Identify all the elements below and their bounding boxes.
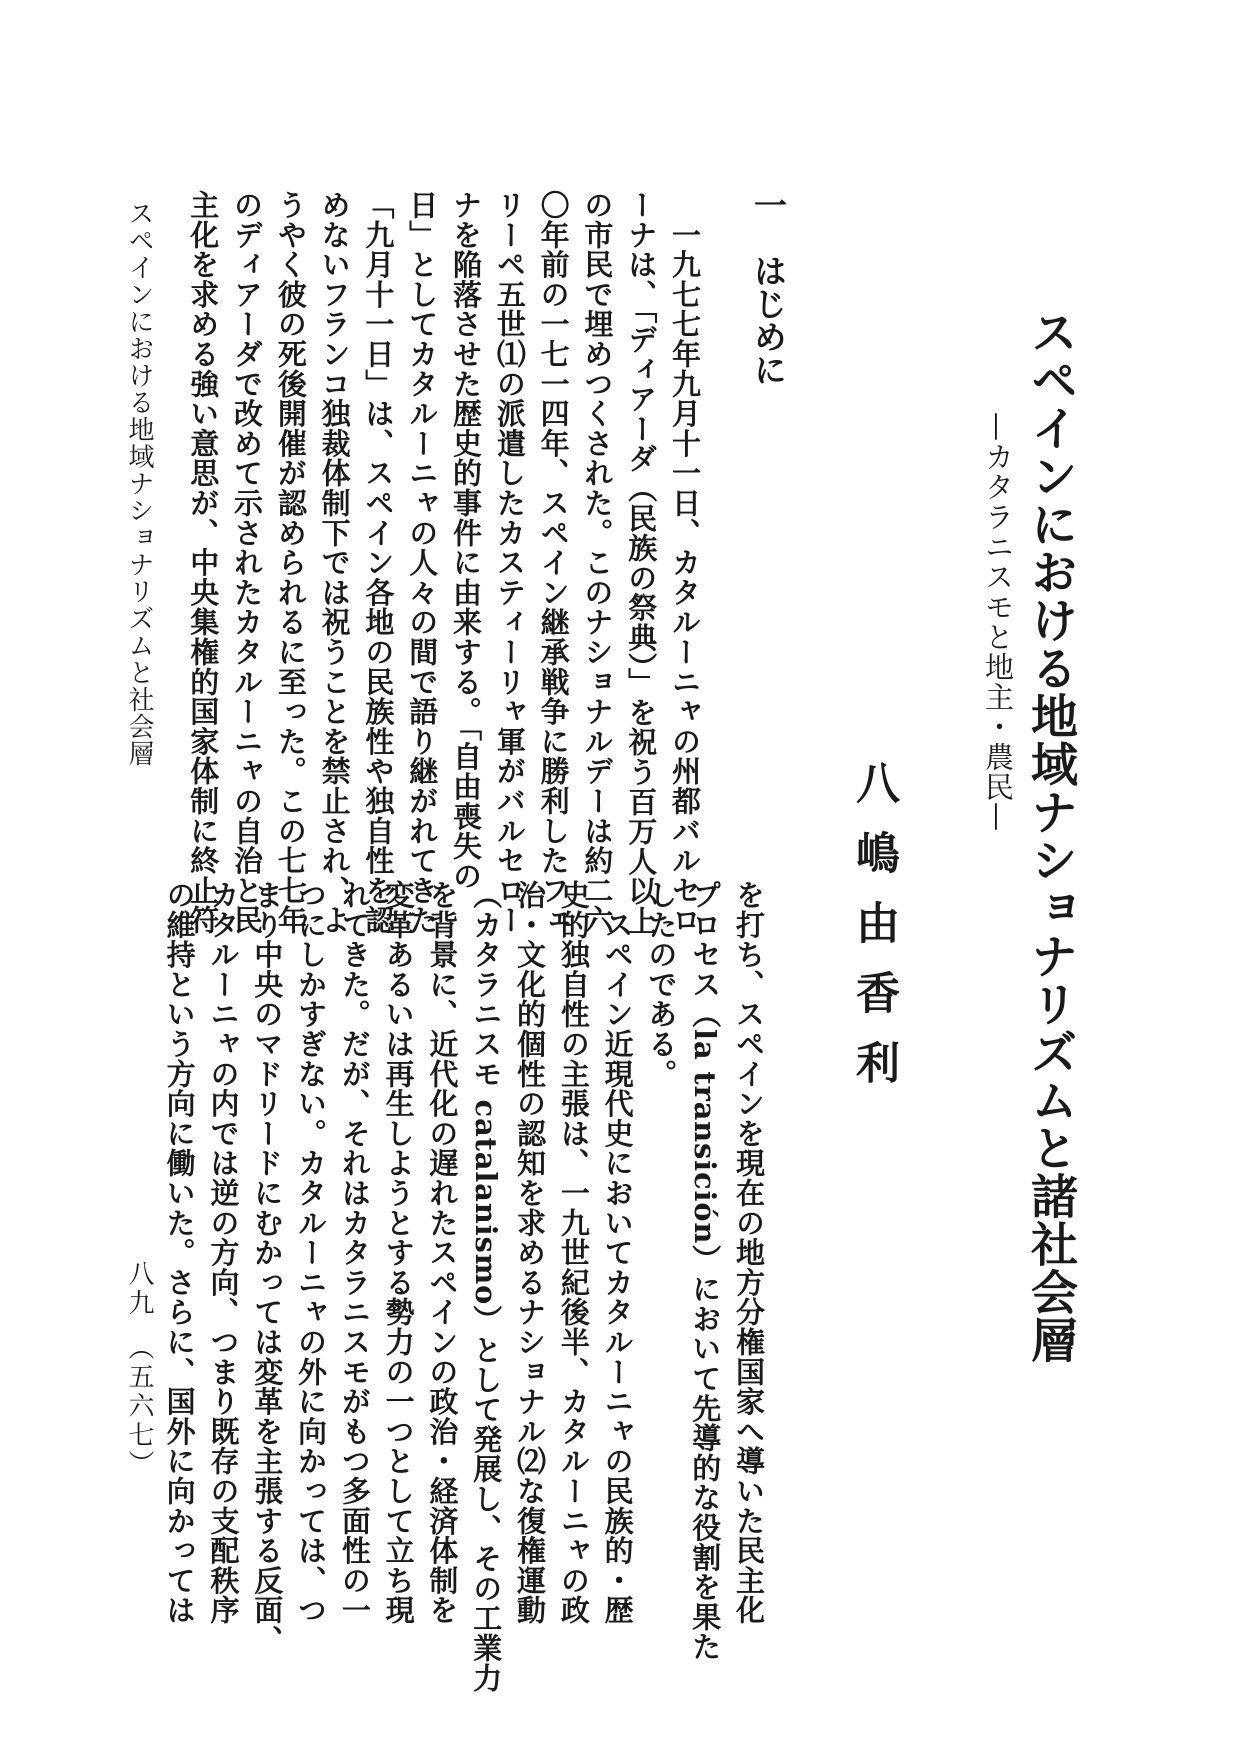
- body-line: 一九七七年九月十一日、カタルーニャの州都バルセロ: [668, 190, 702, 935]
- body-line: めないフランコ独裁体制下では祝うことを禁止され、よ: [317, 190, 352, 935]
- body-line: 変革あるいは再生しようとする勢力の一つとして立ち現: [381, 880, 416, 1625]
- article-subtitle: —カタラニスモと地主・農民—: [981, 412, 1015, 832]
- body-line: ナを陥落させた歴史的事件に由来する。「自由喪失の: [449, 190, 484, 891]
- body-line: 〇年前の一七一四年、スペイン継承戦争に勝利したフェ: [536, 190, 571, 935]
- body-line: ーナは、「ディアーダ（民族の祭典）」を祝う百万人以上: [624, 190, 659, 936]
- body-line: 史的独自性の主張は、一九世紀後半、カタルーニャの政: [556, 880, 591, 1625]
- article-title: スペインにおける地域ナショナリズムと諸社会層: [1023, 308, 1078, 1364]
- body-line: 治・文化的個性の認知を求めるナショナル⑵な復権運動: [513, 880, 548, 1625]
- author-name: 八嶋由香利: [848, 760, 899, 1110]
- body-text-lower: [157, 880, 770, 1693]
- body-line: の市民で埋めつくされた。このナショナルデーは約二六: [580, 190, 615, 935]
- body-line: 日」としてカタルーニャの人々の間で語り継がれてきた: [405, 190, 440, 935]
- body-line: の維持という方向に働いた。さらに、国外に向かっては: [162, 880, 197, 1625]
- section-heading: 一 はじめに: [749, 188, 788, 386]
- body-line: スペイン近現代史においてカタルーニャの民族的・歴: [600, 880, 635, 1625]
- body-line: を打ち、スペインを現在の地方分権国家へ導いた民主化: [732, 880, 766, 1625]
- body-line: リーペ五世⑴の派遣したカスティーリャ軍がバルセロー: [492, 190, 527, 935]
- running-head: スペインにおける地域ナショナリズムと社会層: [124, 200, 154, 767]
- body-line: （カタラニスモ catalanismo）として発展し、その工業力: [469, 880, 504, 1693]
- body-line: プロセス（la transición）において先導的な役割を果た: [688, 880, 723, 1662]
- body-line: したのである。: [644, 880, 679, 1089]
- body-line: 主化を求める強い意思が、中央集権的国家体制に終止符: [186, 190, 221, 935]
- page-number: 八九 （五六七）: [124, 1260, 154, 1479]
- body-text-upper: [180, 190, 706, 936]
- body-line: つにしかすぎない。カタルーニャの外に向かっては、つ: [294, 880, 329, 1625]
- body-line: を背景に、近代化の遅れたスペインの政治・経済体制を: [425, 880, 460, 1625]
- body-line: まり中央のマドリードにむかっては変革を主張する反面、: [250, 880, 285, 1655]
- body-line: 「九月十一日」は、スペイン各地の民族性や独自性を認: [361, 190, 396, 935]
- body-line: うやく彼の死後開催が認められるに至った。この七七年: [273, 190, 308, 935]
- body-line: れてきた。だが、それはカタラニスモがもつ多面性の一: [337, 880, 372, 1625]
- body-line: カタルーニャの内では逆の方向、つまり既存の支配秩序: [206, 880, 241, 1625]
- body-line: のディアーダで改めて示されたカタルーニャの自治と民: [230, 190, 265, 935]
